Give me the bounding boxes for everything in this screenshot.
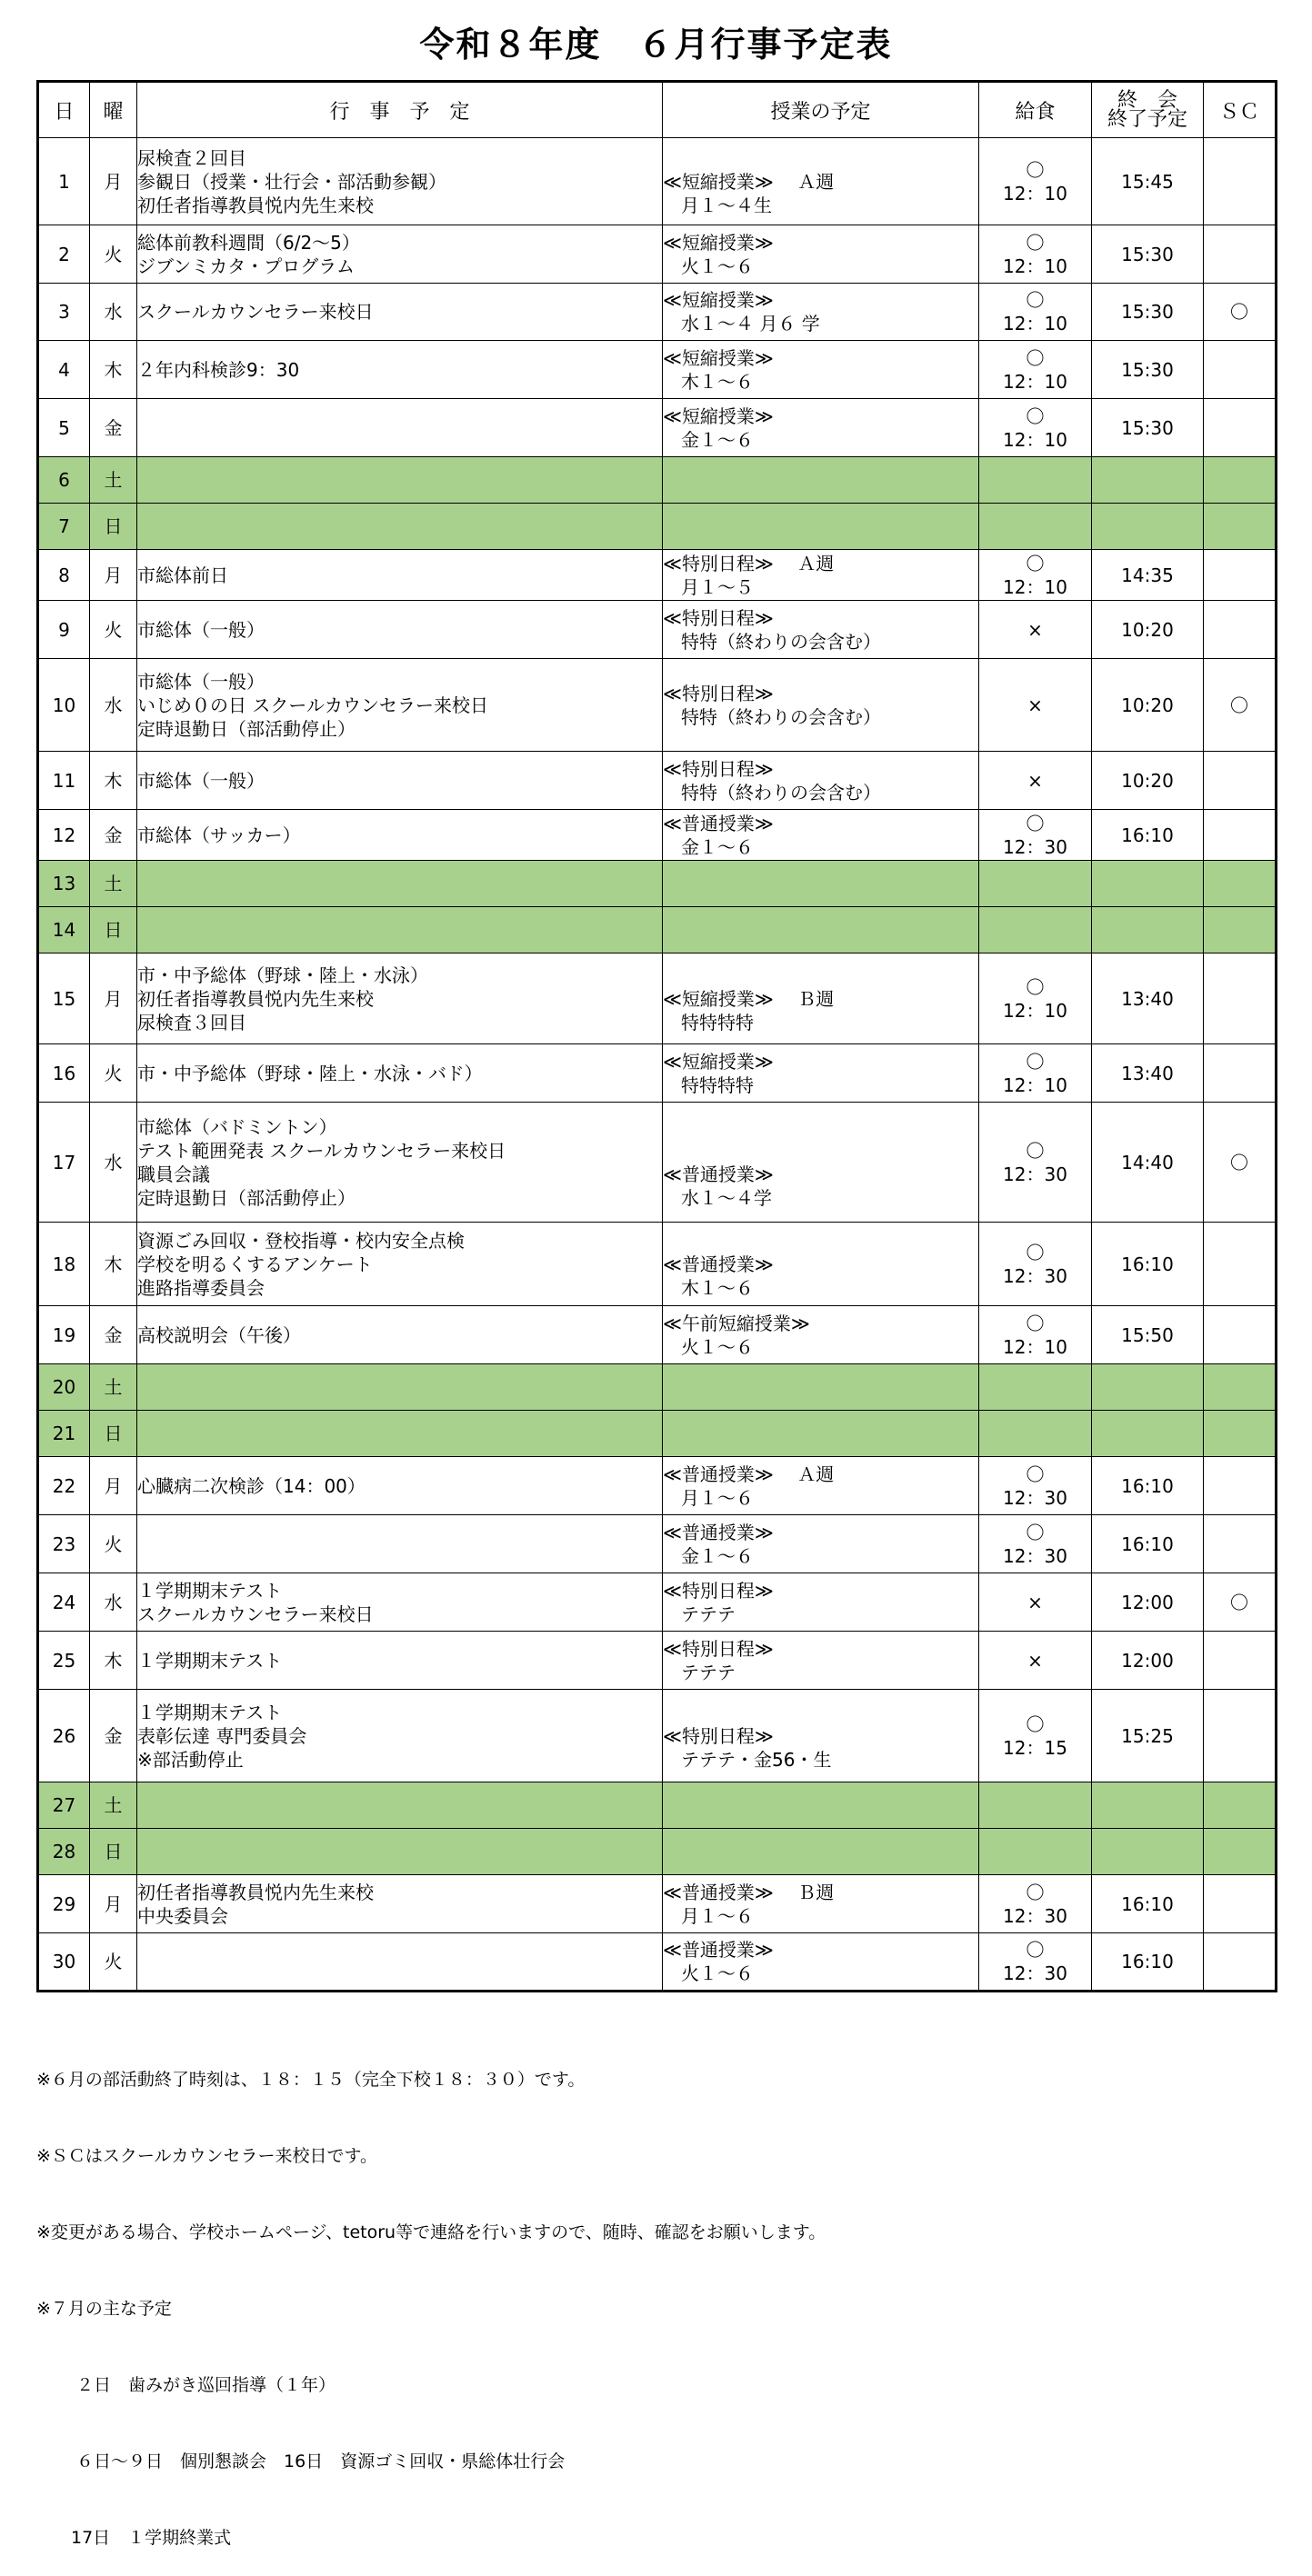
weekday-cell: 月	[90, 1457, 137, 1515]
events-cell: 市・中予総体（野球・陸上・水泳・バド）	[137, 1044, 663, 1103]
day-cell: 18	[38, 1223, 90, 1306]
sc-cell	[1204, 1933, 1277, 1992]
weekday-cell: 水	[90, 659, 137, 752]
lunch-cell: 〇 12：15	[979, 1690, 1092, 1782]
weekday-cell: 土	[90, 861, 137, 907]
lunch-cell: 〇 12：30	[979, 1933, 1092, 1992]
table-row	[38, 225, 1277, 284]
classes-cell: ≪普通授業≫ 金１～６	[663, 810, 979, 861]
sc-cell	[1204, 601, 1277, 659]
events-cell: 市・中予総体（野球・陸上・水泳） 初任者指導教員悦内先生来校 尿検査３回目	[137, 954, 663, 1044]
end-time-cell	[1092, 1364, 1204, 1411]
classes-cell: ≪特別日程≫ 特特（終わりの会含む）	[663, 601, 979, 659]
weekday-cell: 日	[90, 504, 137, 550]
events-cell: 市総体（一般）	[137, 752, 663, 810]
sc-cell	[1204, 457, 1277, 504]
sc-cell	[1204, 1515, 1277, 1573]
sc-cell: 〇	[1204, 659, 1277, 752]
footnote-line: ２日 歯みがき巡回指導（１年）	[36, 2375, 336, 2395]
weekday-cell: 水	[90, 1573, 137, 1632]
sc-cell	[1204, 861, 1277, 907]
footnote-line: ※変更がある場合、学校ホームページ、tetoru等で連絡を行いますので、随時、確認をお願いします。	[36, 2222, 826, 2242]
sc-cell	[1204, 1044, 1277, 1103]
weekday-cell: 土	[90, 1364, 137, 1411]
weekday-cell: 木	[90, 341, 137, 399]
day-cell: 24	[38, 1573, 90, 1632]
events-cell	[137, 399, 663, 457]
sc-cell	[1204, 1782, 1277, 1829]
day-cell: 5	[38, 399, 90, 457]
sc-cell	[1204, 1223, 1277, 1306]
header-row	[38, 82, 1277, 138]
day-cell: 16	[38, 1044, 90, 1103]
header-weekday: 曜	[90, 82, 137, 138]
end-time-cell	[1092, 1411, 1204, 1457]
header-end-line1: 終 会	[1117, 89, 1177, 112]
weekday-cell: 日	[90, 1829, 137, 1875]
end-time-cell: 16:10	[1092, 1933, 1204, 1992]
table-row	[38, 1782, 1277, 1829]
sc-cell	[1204, 225, 1277, 284]
lunch-cell	[979, 861, 1092, 907]
table-row	[38, 1829, 1277, 1875]
lunch-cell	[979, 504, 1092, 550]
events-cell	[137, 1515, 663, 1573]
lunch-cell: 〇 12：10	[979, 341, 1092, 399]
schedule-table	[36, 80, 1277, 1992]
header-events: 行 事 予 定	[137, 82, 663, 138]
weekday-cell: 火	[90, 1933, 137, 1992]
day-cell: 27	[38, 1782, 90, 1829]
end-time-cell: 13:40	[1092, 954, 1204, 1044]
lunch-cell: ×	[979, 1632, 1092, 1690]
lunch-cell: 〇 12：10	[979, 225, 1092, 284]
table-row	[38, 601, 1277, 659]
day-cell: 26	[38, 1690, 90, 1782]
classes-cell: ≪午前短縮授業≫ 火１～６	[663, 1306, 979, 1364]
weekday-cell: 木	[90, 1223, 137, 1306]
sc-cell	[1204, 1306, 1277, 1364]
weekday-cell: 火	[90, 1044, 137, 1103]
events-cell: 初任者指導教員悦内先生来校 中央委員会	[137, 1875, 663, 1933]
table-row	[38, 1632, 1277, 1690]
weekday-cell: 月	[90, 1875, 137, 1933]
sc-cell	[1204, 399, 1277, 457]
table-row	[38, 1103, 1277, 1223]
end-time-cell: 12:00	[1092, 1573, 1204, 1632]
day-cell: 2	[38, 225, 90, 284]
weekday-cell: 火	[90, 225, 137, 284]
classes-cell: ≪短縮授業≫ 火１～６	[663, 225, 979, 284]
weekday-cell: 月	[90, 550, 137, 601]
events-cell: 尿検査２回目 参観日（授業・壮行会・部活動参観） 初任者指導教員悦内先生来校	[137, 138, 663, 225]
end-time-cell: 15:45	[1092, 138, 1204, 225]
end-time-cell	[1092, 504, 1204, 550]
weekday-cell: 金	[90, 1306, 137, 1364]
events-cell: 総体前教科週間（6/2～5） ジブンミカタ・プログラム	[137, 225, 663, 284]
end-time-cell	[1092, 1782, 1204, 1829]
table-row	[38, 1573, 1277, 1632]
day-cell: 4	[38, 341, 90, 399]
lunch-cell: 〇 12：10	[979, 284, 1092, 341]
day-cell: 7	[38, 504, 90, 550]
classes-cell: ≪普通授業≫ Ａ週 月１～６	[663, 1457, 979, 1515]
classes-cell: ≪特別日程≫ Ａ週 月１～５	[663, 550, 979, 601]
lunch-cell: 〇 12：30	[979, 1457, 1092, 1515]
table-row	[38, 1411, 1277, 1457]
table-row	[38, 907, 1277, 954]
end-time-cell: 16:10	[1092, 1515, 1204, 1573]
classes-cell	[663, 504, 979, 550]
lunch-cell: ×	[979, 601, 1092, 659]
sc-cell: 〇	[1204, 1103, 1277, 1223]
weekday-cell: 月	[90, 954, 137, 1044]
footnote-line: ６日～９日 個別懇談会 16日 資源ゴミ回収・県総体壮行会	[36, 2451, 566, 2471]
lunch-cell	[979, 1411, 1092, 1457]
end-time-cell: 15:30	[1092, 341, 1204, 399]
day-cell: 19	[38, 1306, 90, 1364]
classes-cell: ≪普通授業≫ Ｂ週 月１～６	[663, 1875, 979, 1933]
weekday-cell: 土	[90, 1782, 137, 1829]
classes-cell	[663, 861, 979, 907]
classes-cell: ≪短縮授業≫ 木１～６	[663, 341, 979, 399]
table-row	[38, 1875, 1277, 1933]
end-time-cell	[1092, 1829, 1204, 1875]
end-time-cell: 15:25	[1092, 1690, 1204, 1782]
classes-cell: ≪普通授業≫ 水１～４学	[663, 1103, 979, 1223]
classes-cell: ≪短縮授業≫ 特特特特	[663, 1044, 979, 1103]
events-cell: １学期期末テスト	[137, 1632, 663, 1690]
header-sc: ＳＣ	[1204, 82, 1277, 138]
footnote-line: ※ＳＣはスクールカウンセラー来校日です。	[36, 2146, 378, 2166]
events-cell: 高校説明会（午後）	[137, 1306, 663, 1364]
events-cell	[137, 504, 663, 550]
table-row	[38, 138, 1277, 225]
classes-cell: ≪普通授業≫ 金１～６	[663, 1515, 979, 1573]
sc-cell	[1204, 504, 1277, 550]
lunch-cell: 〇 12：10	[979, 1044, 1092, 1103]
end-time-cell	[1092, 907, 1204, 954]
footnotes	[36, 2016, 826, 2576]
end-time-cell: 10:20	[1092, 601, 1204, 659]
classes-cell: ≪特別日程≫ テテテ	[663, 1632, 979, 1690]
weekday-cell: 日	[90, 907, 137, 954]
sc-cell	[1204, 1690, 1277, 1782]
end-time-cell: 15:30	[1092, 399, 1204, 457]
events-cell: 市総体前日	[137, 550, 663, 601]
lunch-cell	[979, 1364, 1092, 1411]
events-cell: 資源ごみ回収・登校指導・校内安全点検 学校を明るくするアンケート 進路指導委員会	[137, 1223, 663, 1306]
table-row	[38, 1306, 1277, 1364]
table-row	[38, 810, 1277, 861]
day-cell: 30	[38, 1933, 90, 1992]
classes-cell	[663, 1411, 979, 1457]
sc-cell	[1204, 550, 1277, 601]
day-cell: 15	[38, 954, 90, 1044]
day-cell: 28	[38, 1829, 90, 1875]
end-time-cell: 16:10	[1092, 1875, 1204, 1933]
weekday-cell: 日	[90, 1411, 137, 1457]
table-row	[38, 1515, 1277, 1573]
sc-cell	[1204, 341, 1277, 399]
sc-cell	[1204, 907, 1277, 954]
day-cell: 20	[38, 1364, 90, 1411]
end-time-cell: 12:00	[1092, 1632, 1204, 1690]
table-row	[38, 399, 1277, 457]
day-cell: 3	[38, 284, 90, 341]
table-row	[38, 504, 1277, 550]
classes-cell: ≪特別日程≫ テテテ	[663, 1573, 979, 1632]
day-cell: 17	[38, 1103, 90, 1223]
day-cell: 14	[38, 907, 90, 954]
events-cell	[137, 907, 663, 954]
events-cell: ２年内科検診9：30	[137, 341, 663, 399]
sc-cell	[1204, 752, 1277, 810]
table-row	[38, 1690, 1277, 1782]
events-cell: １学期期末テスト 表彰伝達 専門委員会 ※部活動停止	[137, 1690, 663, 1782]
header-end-time	[1092, 82, 1204, 138]
sc-cell	[1204, 1632, 1277, 1690]
lunch-cell: ×	[979, 659, 1092, 752]
classes-cell: ≪特別日程≫ 特特（終わりの会含む）	[663, 752, 979, 810]
events-cell	[137, 1411, 663, 1457]
table-row	[38, 1223, 1277, 1306]
weekday-cell: 火	[90, 601, 137, 659]
table-row	[38, 1044, 1277, 1103]
header-end-line2: 終了予定	[1107, 108, 1187, 131]
events-cell	[137, 1829, 663, 1875]
end-time-cell: 15:30	[1092, 225, 1204, 284]
classes-cell: ≪特別日程≫ 特特（終わりの会含む）	[663, 659, 979, 752]
classes-cell: ≪特別日程≫ テテテ・金56・生	[663, 1690, 979, 1782]
lunch-cell: ×	[979, 752, 1092, 810]
weekday-cell: 月	[90, 138, 137, 225]
end-time-cell: 15:50	[1092, 1306, 1204, 1364]
end-time-cell: 16:10	[1092, 1457, 1204, 1515]
sc-cell	[1204, 1411, 1277, 1457]
table-row	[38, 954, 1277, 1044]
header-day: 日	[38, 82, 90, 138]
header-classes: 授業の予定	[663, 82, 979, 138]
sc-cell	[1204, 1457, 1277, 1515]
lunch-cell	[979, 907, 1092, 954]
classes-cell: ≪普通授業≫ 木１～６	[663, 1223, 979, 1306]
footnote-line: ※７月の主な予定	[36, 2299, 172, 2319]
weekday-cell: 金	[90, 399, 137, 457]
events-cell	[137, 861, 663, 907]
header-lunch: 給食	[979, 82, 1092, 138]
sc-cell	[1204, 138, 1277, 225]
classes-cell: ≪短縮授業≫ Ｂ週 特特特特	[663, 954, 979, 1044]
events-cell: スクールカウンセラー来校日	[137, 284, 663, 341]
events-cell: 市総体（バドミントン） テスト範囲発表 スクールカウンセラー来校日 職員会議 定時退勤日（部活動停止）	[137, 1103, 663, 1223]
day-cell: 25	[38, 1632, 90, 1690]
lunch-cell: 〇 12：10	[979, 954, 1092, 1044]
sc-cell	[1204, 954, 1277, 1044]
sc-cell	[1204, 1829, 1277, 1875]
end-time-cell: 10:20	[1092, 752, 1204, 810]
lunch-cell: 〇 12：30	[979, 1515, 1092, 1573]
table-row	[38, 341, 1277, 399]
end-time-cell: 16:10	[1092, 1223, 1204, 1306]
day-cell: 11	[38, 752, 90, 810]
lunch-cell: 〇 12：30	[979, 1103, 1092, 1223]
lunch-cell	[979, 1829, 1092, 1875]
weekday-cell: 水	[90, 284, 137, 341]
day-cell: 23	[38, 1515, 90, 1573]
day-cell: 8	[38, 550, 90, 601]
end-time-cell	[1092, 457, 1204, 504]
weekday-cell: 土	[90, 457, 137, 504]
day-cell: 21	[38, 1411, 90, 1457]
weekday-cell: 火	[90, 1515, 137, 1573]
classes-cell	[663, 1364, 979, 1411]
events-cell	[137, 1364, 663, 1411]
weekday-cell: 金	[90, 810, 137, 861]
lunch-cell: 〇 12：10	[979, 399, 1092, 457]
lunch-cell	[979, 1782, 1092, 1829]
classes-cell	[663, 907, 979, 954]
end-time-cell: 15:30	[1092, 284, 1204, 341]
classes-cell	[663, 1829, 979, 1875]
day-cell: 1	[38, 138, 90, 225]
day-cell: 9	[38, 601, 90, 659]
lunch-cell: 〇 12：10	[979, 1306, 1092, 1364]
lunch-cell: 〇 12：10	[979, 550, 1092, 601]
events-cell	[137, 1782, 663, 1829]
events-cell: 市総体（サッカー）	[137, 810, 663, 861]
lunch-cell: 〇 12：30	[979, 1223, 1092, 1306]
sc-cell	[1204, 1364, 1277, 1411]
table-row	[38, 752, 1277, 810]
day-cell: 29	[38, 1875, 90, 1933]
sc-cell: 〇	[1204, 1573, 1277, 1632]
table-row	[38, 457, 1277, 504]
footnote-line: ※６月の部活動終了時刻は、１８：１５（完全下校１８：３０）です。	[36, 2070, 586, 2090]
table-row	[38, 861, 1277, 907]
sc-cell	[1204, 1875, 1277, 1933]
weekday-cell: 水	[90, 1103, 137, 1223]
events-cell	[137, 457, 663, 504]
events-cell: 心臓病二次検診（14：00）	[137, 1457, 663, 1515]
classes-cell: ≪短縮授業≫ 金１～６	[663, 399, 979, 457]
events-cell: 市総体（一般）	[137, 601, 663, 659]
classes-cell	[663, 457, 979, 504]
lunch-cell: 〇 12：10	[979, 138, 1092, 225]
events-cell: 市総体（一般） いじめ０の日 スクールカウンセラー来校日 定時退勤日（部活動停止）	[137, 659, 663, 752]
table-row	[38, 659, 1277, 752]
lunch-cell	[979, 457, 1092, 504]
day-cell: 12	[38, 810, 90, 861]
weekday-cell: 木	[90, 1632, 137, 1690]
classes-cell: ≪普通授業≫ 火１～６	[663, 1933, 979, 1992]
lunch-cell: ×	[979, 1573, 1092, 1632]
table-row	[38, 1457, 1277, 1515]
sc-cell: 〇	[1204, 284, 1277, 341]
events-cell	[137, 1933, 663, 1992]
page-title: 令和８年度 ６月行事予定表	[419, 25, 893, 65]
table-row	[38, 550, 1277, 601]
end-time-cell: 16:10	[1092, 810, 1204, 861]
weekday-cell: 木	[90, 752, 137, 810]
footnote-line: 17日 １学期終業式	[36, 2528, 232, 2548]
lunch-cell: 〇 12：30	[979, 1875, 1092, 1933]
sc-cell	[1204, 810, 1277, 861]
classes-cell	[663, 1782, 979, 1829]
classes-cell: ≪短縮授業≫ Ａ週 月１～４生	[663, 138, 979, 225]
events-cell: １学期期末テスト スクールカウンセラー来校日	[137, 1573, 663, 1632]
end-time-cell: 13:40	[1092, 1044, 1204, 1103]
day-cell: 6	[38, 457, 90, 504]
end-time-cell: 14:35	[1092, 550, 1204, 601]
day-cell: 13	[38, 861, 90, 907]
day-cell: 22	[38, 1457, 90, 1515]
table-row	[38, 1364, 1277, 1411]
lunch-cell: 〇 12：30	[979, 810, 1092, 861]
table-row	[38, 284, 1277, 341]
weekday-cell: 金	[90, 1690, 137, 1782]
end-time-cell: 10:20	[1092, 659, 1204, 752]
table-row	[38, 1933, 1277, 1992]
classes-cell: ≪短縮授業≫ 水１～４ 月６ 学	[663, 284, 979, 341]
day-cell: 10	[38, 659, 90, 752]
end-time-cell: 14:40	[1092, 1103, 1204, 1223]
end-time-cell	[1092, 861, 1204, 907]
